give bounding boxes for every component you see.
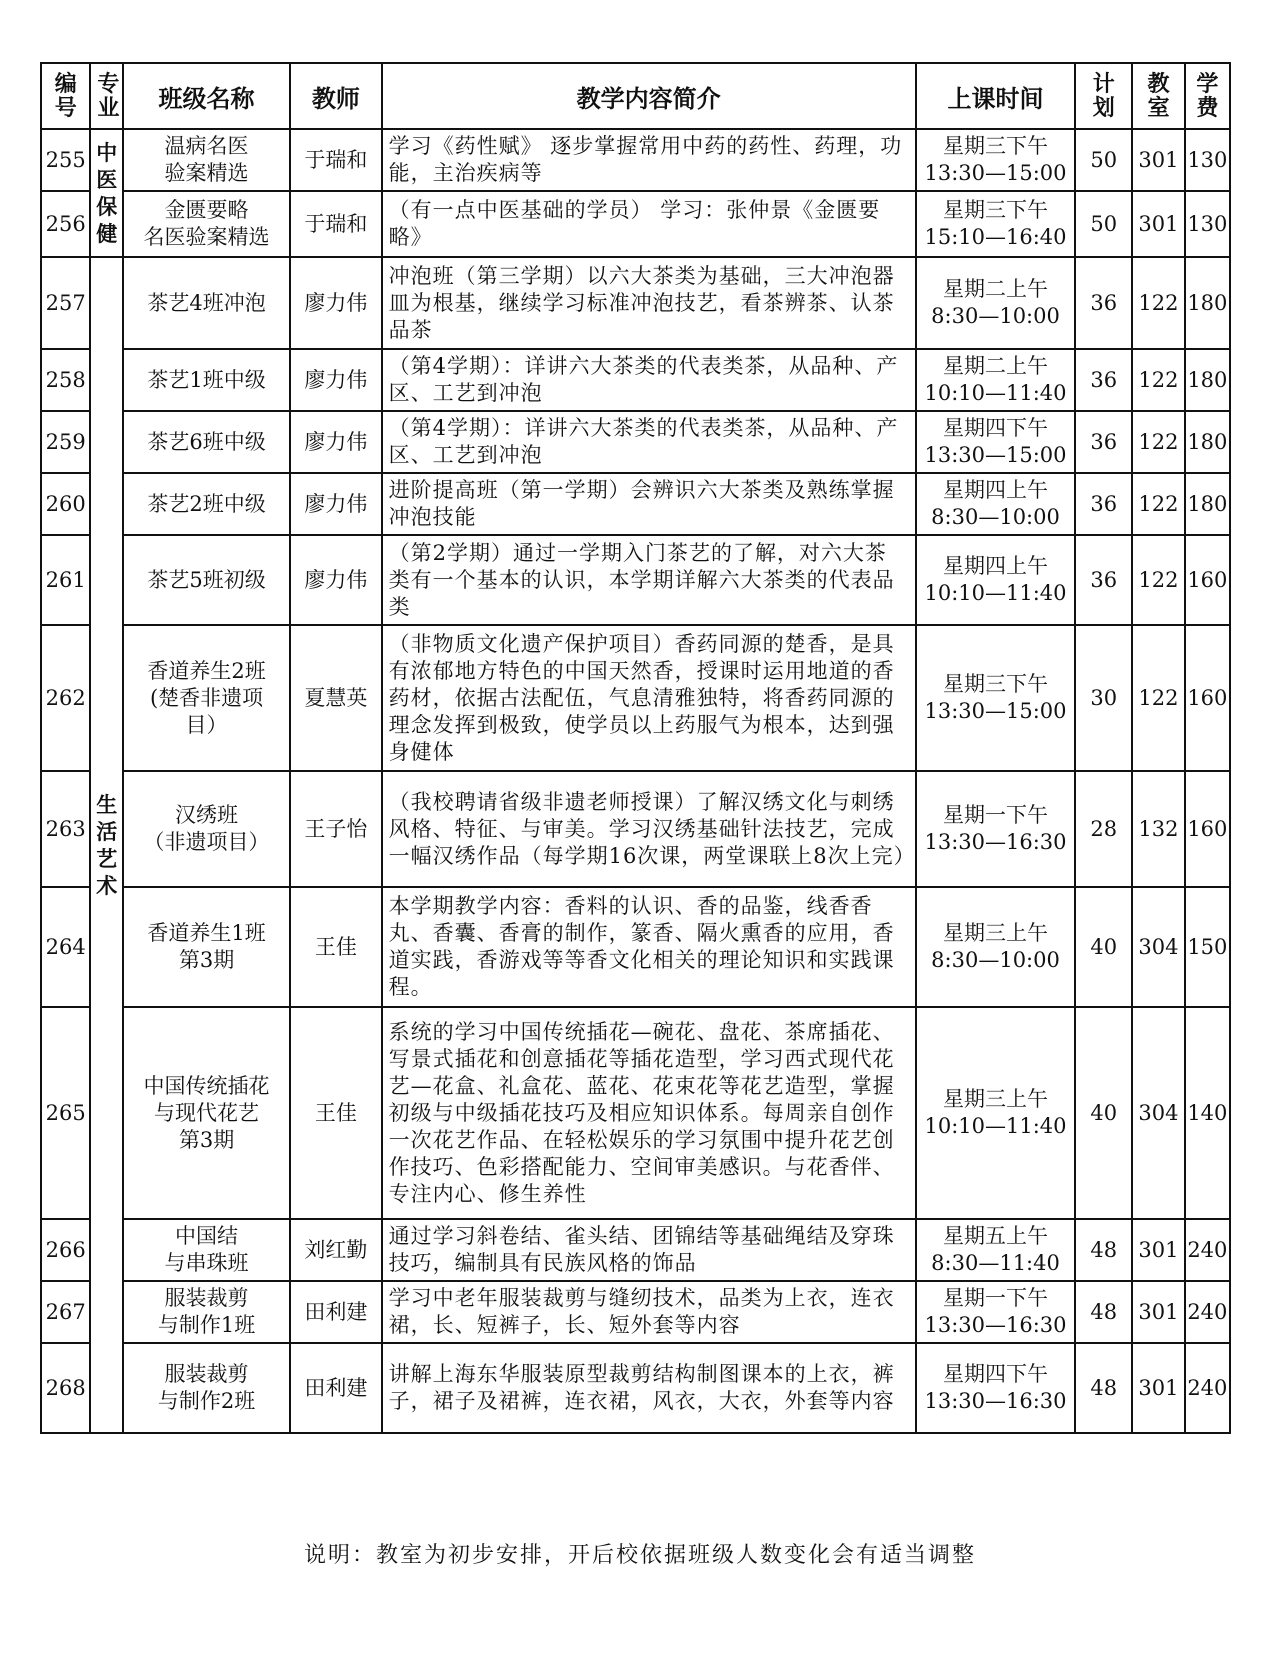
course-id: 259 xyxy=(41,411,90,473)
class-name-line: 温病名医 xyxy=(164,134,249,158)
teacher: 廖力伟 xyxy=(290,257,381,349)
class-day: 星期三下午 xyxy=(943,134,1049,158)
course-description: （第4学期）：详讲六大茶类的代表类茶，从品种、产区、工艺到冲泡 xyxy=(382,349,916,411)
class-hours: 13:30—15:00 xyxy=(924,161,1067,185)
table-row xyxy=(41,129,1230,191)
teacher: 于瑞和 xyxy=(290,191,381,257)
class-hours: 13:30—16:30 xyxy=(924,1313,1067,1337)
class-hours: 8:30—11:40 xyxy=(931,1251,1060,1275)
class-day: 星期一下午 xyxy=(943,803,1049,827)
class-name-line: 茶艺5班初级 xyxy=(147,567,266,592)
class-name-line: 名医验案精选 xyxy=(143,225,270,249)
class-time xyxy=(916,625,1076,771)
class-name-line: 与串珠班 xyxy=(164,1251,249,1275)
teacher: 夏慧英 xyxy=(290,625,381,771)
course-description: 讲解上海东华服装原型裁剪结构制图课本的上衣，裤子，裙子及裙裤，连衣裙，风衣，大衣，外套等内容 xyxy=(382,1343,916,1433)
classroom: 301 xyxy=(1132,1343,1185,1433)
class-day: 星期三上午 xyxy=(943,1087,1049,1111)
class-time xyxy=(916,191,1076,257)
class-name-line: 香道养生2班 xyxy=(147,658,266,683)
class-hours: 8:30—10:00 xyxy=(931,304,1060,328)
teacher: 廖力伟 xyxy=(290,535,381,625)
category-label: 生活艺术 xyxy=(96,792,118,898)
tuition-fee: 150 xyxy=(1185,887,1230,1007)
classroom: 304 xyxy=(1132,1007,1185,1219)
course-id: 260 xyxy=(41,473,90,535)
teacher: 廖力伟 xyxy=(290,411,381,473)
teacher: 廖力伟 xyxy=(290,473,381,535)
class-hours: 8:30—10:00 xyxy=(931,505,1060,529)
table-row xyxy=(41,625,1230,771)
tuition-fee: 130 xyxy=(1185,129,1230,191)
class-name xyxy=(123,257,290,349)
plan-count: 40 xyxy=(1075,1007,1132,1219)
class-hours: 13:30—16:30 xyxy=(924,830,1067,854)
class-hours: 8:30—10:00 xyxy=(931,948,1060,972)
class-name xyxy=(123,625,290,771)
classroom: 132 xyxy=(1132,771,1185,887)
course-id: 268 xyxy=(41,1343,90,1433)
class-day: 星期二上午 xyxy=(943,354,1049,378)
course-description: 通过学习斜卷结、雀头结、团锦结等基础绳结及穿珠技巧，编制具有民族风格的饰品 xyxy=(382,1219,916,1281)
class-time xyxy=(916,129,1076,191)
tuition-fee: 180 xyxy=(1185,349,1230,411)
class-name xyxy=(123,473,290,535)
class-time xyxy=(916,1343,1076,1433)
tuition-fee: 160 xyxy=(1185,535,1230,625)
course-schedule-table xyxy=(40,62,1231,1434)
footnote: 说明：教室为初步安排，开后校依据班级人数变化会有适当调整 xyxy=(303,1543,976,1568)
header-class-name: 班级名称 xyxy=(123,63,290,129)
class-name xyxy=(123,535,290,625)
course-id: 256 xyxy=(41,191,90,257)
table-row xyxy=(41,349,1230,411)
class-name-line: 茶艺6班中级 xyxy=(147,429,266,454)
tuition-fee: 180 xyxy=(1185,411,1230,473)
classroom: 122 xyxy=(1132,411,1185,473)
classroom: 122 xyxy=(1132,535,1185,625)
course-description: （第4学期）：详讲六大茶类的代表类茶，从品种、产区、工艺到冲泡 xyxy=(382,411,916,473)
classroom: 301 xyxy=(1132,191,1185,257)
course-id: 257 xyxy=(41,257,90,349)
course-id: 261 xyxy=(41,535,90,625)
table-row xyxy=(41,771,1230,887)
teacher: 廖力伟 xyxy=(290,349,381,411)
teacher: 田利建 xyxy=(290,1343,381,1433)
header-teacher: 教师 xyxy=(290,63,381,129)
course-description: （非物质文化遗产保护项目）香药同源的楚香，是具有浓郁地方特色的中国天然香，授课时运用地道的香药材，依据古法配伍，气息清雅独特，将香药同源的理念发挥到极致，使学员以上药服气为根本，达到强身健体 xyxy=(382,625,916,771)
tuition-fee: 240 xyxy=(1185,1281,1230,1343)
class-name xyxy=(123,887,290,1007)
class-name-line: 与制作2班 xyxy=(157,1389,256,1413)
class-name-line: 与现代花艺 xyxy=(154,1100,260,1125)
plan-count: 30 xyxy=(1075,625,1132,771)
classroom: 301 xyxy=(1132,129,1185,191)
class-time xyxy=(916,473,1076,535)
teacher: 田利建 xyxy=(290,1281,381,1343)
class-day: 星期二上午 xyxy=(943,277,1049,301)
classroom: 122 xyxy=(1132,349,1185,411)
class-name-line: 汉绣班 xyxy=(175,803,239,827)
class-name-line: 第3期 xyxy=(178,948,235,972)
class-time xyxy=(916,771,1076,887)
course-description: 进阶提高班（第一学期）会辨识六大茶类及熟练掌握冲泡技能 xyxy=(382,473,916,535)
plan-count: 28 xyxy=(1075,771,1132,887)
class-day: 星期五上午 xyxy=(943,1224,1049,1248)
header-plan: 计划 xyxy=(1075,63,1132,129)
table-row xyxy=(41,1219,1230,1281)
class-hours: 13:30—16:30 xyxy=(924,1389,1067,1413)
class-hours: 10:10—11:40 xyxy=(924,1114,1067,1138)
class-day: 星期一下午 xyxy=(943,1286,1049,1310)
table-row xyxy=(41,1343,1230,1433)
course-id: 255 xyxy=(41,129,90,191)
category-label: 中医保健 xyxy=(96,140,118,246)
plan-count: 50 xyxy=(1075,129,1132,191)
table-row xyxy=(41,191,1230,257)
class-day: 星期三下午 xyxy=(943,198,1049,222)
class-name-line: 服装裁剪 xyxy=(164,1362,249,1386)
class-name-line: 与制作1班 xyxy=(157,1313,256,1337)
header-id: 编号 xyxy=(41,63,90,129)
class-day: 星期三下午 xyxy=(943,672,1049,696)
plan-count: 36 xyxy=(1075,535,1132,625)
plan-count: 48 xyxy=(1075,1343,1132,1433)
classroom: 301 xyxy=(1132,1219,1185,1281)
tuition-fee: 130 xyxy=(1185,191,1230,257)
course-id: 265 xyxy=(41,1007,90,1219)
teacher: 于瑞和 xyxy=(290,129,381,191)
tuition-fee: 160 xyxy=(1185,625,1230,771)
class-hours: 10:10—11:40 xyxy=(924,581,1067,605)
class-time xyxy=(916,1219,1076,1281)
class-name-line: 茶艺1班中级 xyxy=(147,367,266,392)
class-name-line: 金匮要略 xyxy=(164,198,249,222)
class-name-line: 中国传统插花 xyxy=(143,1073,270,1098)
course-description: 冲泡班（第三学期）以六大茶类为基础，三大冲泡器皿为根基，继续学习标准冲泡技艺，看茶辨茶、认茶品茶 xyxy=(382,257,916,349)
class-hours: 10:10—11:40 xyxy=(924,381,1067,405)
teacher: 王子怡 xyxy=(290,771,381,887)
plan-count: 48 xyxy=(1075,1219,1132,1281)
tuition-fee: 180 xyxy=(1185,473,1230,535)
table-row xyxy=(41,1007,1230,1219)
class-hours: 13:30—15:00 xyxy=(924,699,1067,723)
teacher: 刘红勤 xyxy=(290,1219,381,1281)
table-row xyxy=(41,887,1230,1007)
course-id: 264 xyxy=(41,887,90,1007)
class-name-line: (楚香非遗项 xyxy=(149,685,264,710)
classroom: 122 xyxy=(1132,625,1185,771)
class-name xyxy=(123,1007,290,1219)
plan-count: 50 xyxy=(1075,191,1132,257)
class-time xyxy=(916,257,1076,349)
class-name-line: 茶艺4班冲泡 xyxy=(147,290,266,315)
course-description: （第2学期）通过一学期入门茶艺的了解，对六大茶类有一个基本的认识，本学期详解六大茶类的代表品类 xyxy=(382,535,916,625)
class-name-line: 验案精选 xyxy=(164,161,249,185)
course-description: 学习中老年服装裁剪与缝纫技术，品类为上衣，连衣裙，长、短裤子，长、短外套等内容 xyxy=(382,1281,916,1343)
class-name xyxy=(123,191,290,257)
course-description: （我校聘请省级非遗老师授课）了解汉绣文化与刺绣风格、特征、与审美。学习汉绣基础针法技艺，完成一幅汉绣作品（每学期16次课，两堂课联上8次上完） xyxy=(382,771,916,887)
course-id: 258 xyxy=(41,349,90,411)
tuition-fee: 180 xyxy=(1185,257,1230,349)
class-day: 星期四上午 xyxy=(943,478,1049,502)
class-name xyxy=(123,1281,290,1343)
class-day: 星期三上午 xyxy=(943,921,1049,945)
header-row xyxy=(41,63,1230,129)
class-hours: 13:30—15:00 xyxy=(924,443,1067,467)
category-tcm xyxy=(90,129,123,257)
table-row xyxy=(41,1281,1230,1343)
teacher: 王佳 xyxy=(290,1007,381,1219)
tuition-fee: 160 xyxy=(1185,771,1230,887)
classroom: 301 xyxy=(1132,1281,1185,1343)
class-name-line: 第3期 xyxy=(178,1127,235,1152)
class-name-line: 服装裁剪 xyxy=(164,1286,249,1310)
teacher: 王佳 xyxy=(290,887,381,1007)
class-time xyxy=(916,1007,1076,1219)
header-major: 专业 xyxy=(90,63,123,129)
course-id: 267 xyxy=(41,1281,90,1343)
header-time: 上课时间 xyxy=(916,63,1076,129)
class-name xyxy=(123,411,290,473)
course-description: 本学期教学内容：香料的认识、香的品鉴，线香香丸、香囊、香膏的制作，篆香、隔火熏香的应用，香道实践，香游戏等等香文化相关的理论知识和实践课程。 xyxy=(382,887,916,1007)
table-row xyxy=(41,535,1230,625)
class-name xyxy=(123,1343,290,1433)
tuition-fee: 240 xyxy=(1185,1343,1230,1433)
class-day: 星期四下午 xyxy=(943,1362,1049,1386)
class-name xyxy=(123,349,290,411)
course-description: 学习《药性赋》 逐步掌握常用中药的药性、药理，功能，主治疾病等 xyxy=(382,129,916,191)
class-time xyxy=(916,411,1076,473)
class-time xyxy=(916,887,1076,1007)
class-hours: 15:10—16:40 xyxy=(924,225,1067,249)
header-content: 教学内容简介 xyxy=(382,63,916,129)
header-room: 教室 xyxy=(1132,63,1185,129)
plan-count: 40 xyxy=(1075,887,1132,1007)
class-time xyxy=(916,535,1076,625)
class-time xyxy=(916,1281,1076,1343)
class-day: 星期四上午 xyxy=(943,554,1049,578)
course-description: 系统的学习中国传统插花—碗花、盘花、茶席插花、写景式插花和创意插花等插花造型，学习西式现代花艺—花盒、礼盒花、蓝花、花束花等花艺造型，掌握初级与中级插花技巧及相应知识体系。每周亲自创作一次花艺作品、在轻松娱乐的学习氛围中提升花艺创作技巧、色彩搭配能力、空间审美感识。与花香伴、专注内心、修生养性 xyxy=(382,1007,916,1219)
classroom: 122 xyxy=(1132,257,1185,349)
class-time xyxy=(916,349,1076,411)
category-art xyxy=(90,257,123,1433)
plan-count: 36 xyxy=(1075,349,1132,411)
plan-count: 36 xyxy=(1075,411,1132,473)
class-day: 星期四下午 xyxy=(943,416,1049,440)
course-id: 266 xyxy=(41,1219,90,1281)
tuition-fee: 240 xyxy=(1185,1219,1230,1281)
header-fee: 学费 xyxy=(1185,63,1230,129)
table-row xyxy=(41,411,1230,473)
class-name xyxy=(123,129,290,191)
plan-count: 36 xyxy=(1075,257,1132,349)
class-name-line: 香道养生1班 xyxy=(147,921,266,945)
table-row xyxy=(41,257,1230,349)
class-name-line: 目） xyxy=(185,712,228,737)
course-description: （有一点中医基础的学员） 学习：张仲景《金匮要略》 xyxy=(382,191,916,257)
course-id: 262 xyxy=(41,625,90,771)
class-name-line: 中国结 xyxy=(175,1224,239,1248)
classroom: 304 xyxy=(1132,887,1185,1007)
class-name-line: 茶艺2班中级 xyxy=(147,491,266,516)
table-row xyxy=(41,473,1230,535)
plan-count: 48 xyxy=(1075,1281,1132,1343)
tuition-fee: 140 xyxy=(1185,1007,1230,1219)
course-id: 263 xyxy=(41,771,90,887)
plan-count: 36 xyxy=(1075,473,1132,535)
class-name-line: （非遗项目） xyxy=(143,830,270,854)
class-name xyxy=(123,1219,290,1281)
classroom: 122 xyxy=(1132,473,1185,535)
class-name xyxy=(123,771,290,887)
